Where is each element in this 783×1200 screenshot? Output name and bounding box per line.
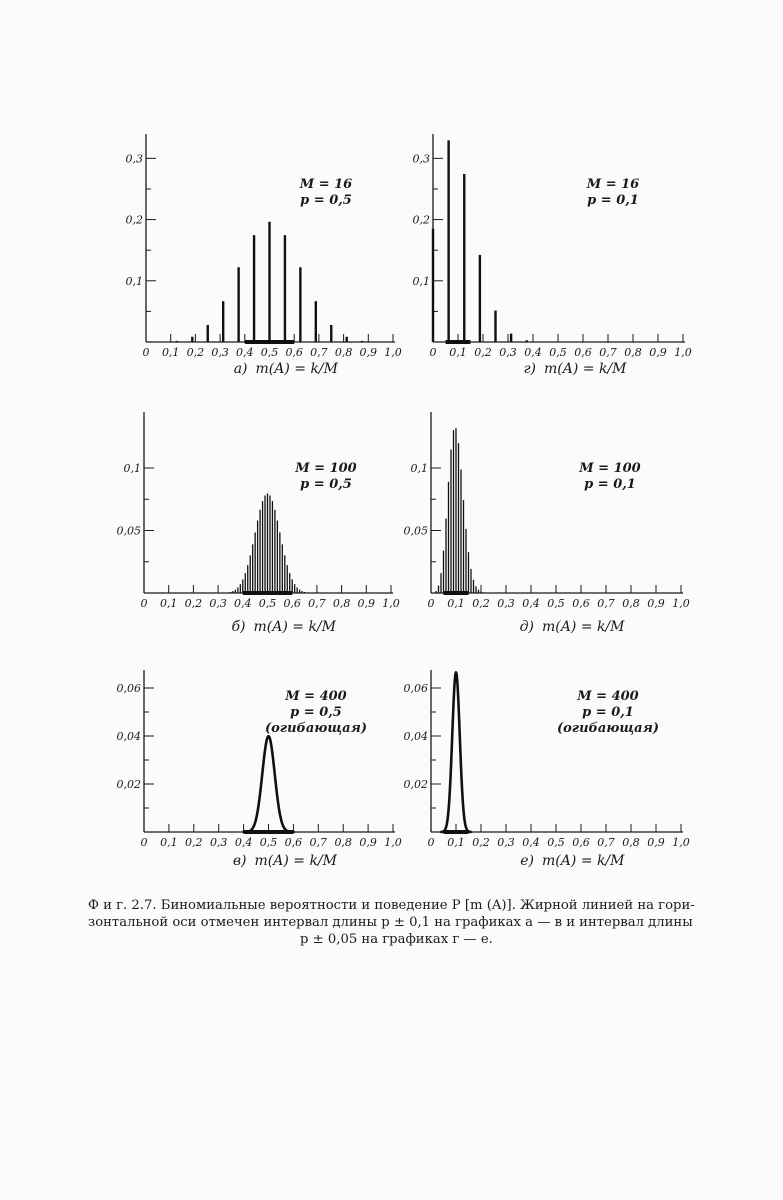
params-label: (огибающая)	[264, 721, 368, 736]
caption-line-3: p ± 0,05 на графиках г — е.	[300, 932, 493, 947]
caption-line-1: Ф и г. 2.7. Биномиальные вероятности и поведение P [m (A)]. Жирной линией на гори-	[88, 898, 695, 913]
params-label: p = 0,5	[300, 477, 352, 492]
x-tick-label: 0,5	[547, 597, 565, 610]
x-tick-label: 1,0	[672, 836, 690, 849]
subplot-formula: m(A) = k/M	[254, 853, 337, 869]
x-tick-label: 0,2	[186, 346, 205, 359]
x-tick-label: 0,7	[308, 597, 326, 610]
chart-a	[126, 134, 402, 377]
x-tick-label: 0,8	[332, 597, 351, 610]
y-tick-label: 0,1	[412, 274, 430, 288]
subplot-formula: m(A) = k/M	[544, 361, 627, 377]
x-tick-label: 0,7	[310, 346, 328, 359]
x-tick-label: 0,7	[599, 346, 617, 359]
x-tick-label: 0,3	[209, 597, 227, 610]
x-tick-label: 0,3	[209, 836, 228, 849]
subplot-formula: m(A) = k/M	[542, 619, 625, 635]
subplot-formula: m(A) = k/M	[542, 853, 625, 869]
x-tick-label: 1,0	[674, 346, 692, 359]
params-label: p = 0,1	[582, 705, 634, 720]
y-tick-label: 0,3	[412, 152, 430, 166]
x-tick-label: 0,6	[285, 346, 303, 359]
x-tick-label: 1,0	[382, 597, 400, 610]
chart-g	[413, 134, 692, 377]
y-tick-label: 0,02	[403, 778, 428, 791]
subplot-letter: а)	[233, 361, 248, 377]
params-label: p = 0,1	[584, 477, 636, 492]
x-tick-label: 0,2	[472, 597, 490, 610]
x-tick-label: 0,7	[309, 836, 328, 849]
x-tick-label: 0,3	[211, 346, 229, 359]
subplot-letter: д)	[519, 619, 534, 635]
x-tick-label: 0,8	[622, 836, 640, 849]
params-label: M = 16	[586, 177, 640, 192]
subplot-formula: m(A) = k/M	[255, 361, 338, 377]
y-tick-label: 0,3	[125, 152, 143, 166]
subplot-letter: в)	[232, 853, 247, 869]
x-tick-label: 0,5	[549, 346, 567, 359]
envelope-curve	[440, 672, 471, 832]
subplot-letter: б)	[231, 619, 246, 635]
y-tick-label: 0,05	[403, 524, 428, 538]
x-tick-label: 0,8	[622, 597, 640, 610]
params-label: M = 400	[285, 689, 347, 704]
caption-line-2: зонтальной оси отмечен интервал длины p ± 0,1 на графиках а — в и интервал длины	[88, 915, 693, 930]
x-tick-label: 0	[427, 597, 435, 610]
x-tick-label: 1,0	[384, 836, 402, 849]
x-tick-label: 0,4	[236, 346, 254, 359]
envelope-curve	[243, 736, 295, 832]
x-tick-label: 0,4	[522, 836, 540, 849]
y-tick-label: 0,1	[410, 462, 428, 475]
x-tick-label: 0,3	[497, 836, 515, 849]
y-tick-label: 0,1	[123, 462, 141, 475]
x-tick-label: 0,4	[234, 597, 252, 610]
x-tick-label: 0,7	[597, 836, 615, 849]
params-label: p = 0,5	[300, 193, 352, 208]
y-tick-label: 0,06	[403, 682, 428, 695]
x-tick-label: 0	[429, 346, 437, 359]
figure-caption	[88, 897, 722, 948]
y-tick-label: 0,04	[116, 730, 141, 743]
params-label: (огибающая)	[556, 721, 660, 736]
x-tick-label: 0,4	[524, 346, 542, 359]
params-label: p = 0,5	[290, 705, 342, 720]
y-tick-label: 0,05	[116, 524, 141, 538]
x-tick-label: 1,0	[384, 346, 402, 359]
x-tick-label: 0,9	[359, 836, 377, 849]
params-label: M = 100	[579, 461, 641, 476]
x-tick-label: 0,6	[574, 346, 592, 359]
chart-v	[117, 670, 402, 869]
x-tick-label: 0,9	[647, 597, 665, 610]
x-tick-label: 0,1	[447, 597, 465, 610]
x-tick-label: 0,6	[572, 836, 590, 849]
x-tick-label: 0,3	[497, 597, 515, 610]
x-tick-label: 0,1	[161, 346, 180, 359]
x-tick-label: 0,1	[449, 346, 467, 359]
subplot-formula: m(A) = k/M	[253, 619, 336, 635]
x-tick-label: 0,9	[357, 597, 376, 610]
subplot-letter: е)	[520, 853, 534, 869]
x-tick-label: 0,6	[572, 597, 590, 610]
x-tick-label: 0,1	[447, 836, 465, 849]
x-tick-label: 0,5	[260, 346, 279, 359]
chart-d	[404, 412, 690, 635]
y-tick-label: 0,02	[116, 778, 141, 791]
x-tick-label: 1,0	[672, 597, 690, 610]
chart-e	[404, 670, 690, 869]
params-label: M = 400	[577, 689, 639, 704]
x-tick-label: 0,8	[334, 836, 352, 849]
params-label: M = 16	[299, 177, 353, 192]
y-tick-label: 0,2	[412, 213, 430, 227]
x-tick-label: 0,2	[472, 836, 490, 849]
x-tick-label: 0,2	[184, 597, 203, 610]
x-tick-label: 0	[427, 836, 435, 849]
x-tick-label: 0,3	[499, 346, 517, 359]
x-tick-label: 0	[140, 836, 148, 849]
x-tick-label: 0,4	[522, 597, 540, 610]
x-tick-label: 0	[142, 346, 150, 359]
y-tick-label: 0,2	[125, 213, 143, 227]
x-tick-label: 0,5	[547, 836, 565, 849]
x-tick-label: 0,8	[624, 346, 642, 359]
x-tick-label: 0,1	[160, 836, 178, 849]
subplot-letter: г)	[523, 361, 536, 377]
x-tick-label: 0,6	[284, 836, 303, 849]
y-tick-label: 0,1	[125, 274, 143, 288]
x-tick-label: 0	[140, 597, 148, 610]
x-tick-label: 0,9	[649, 346, 667, 359]
params-label: M = 100	[295, 461, 357, 476]
x-tick-label: 0,6	[283, 597, 301, 610]
x-tick-label: 0,1	[159, 597, 178, 610]
x-tick-label: 0,5	[258, 597, 277, 610]
x-tick-label: 0,7	[597, 597, 615, 610]
y-tick-label: 0,04	[403, 730, 428, 743]
x-tick-label: 0,4	[234, 836, 253, 849]
x-tick-label: 0,9	[359, 346, 378, 359]
params-label: p = 0,1	[587, 193, 639, 208]
x-tick-label: 0,2	[185, 836, 203, 849]
chart-b	[117, 412, 400, 635]
y-tick-label: 0,06	[116, 682, 141, 695]
x-tick-label: 0,8	[334, 346, 353, 359]
x-tick-label: 0,5	[259, 836, 278, 849]
x-tick-label: 0,9	[647, 836, 665, 849]
x-tick-label: 0,2	[474, 346, 492, 359]
